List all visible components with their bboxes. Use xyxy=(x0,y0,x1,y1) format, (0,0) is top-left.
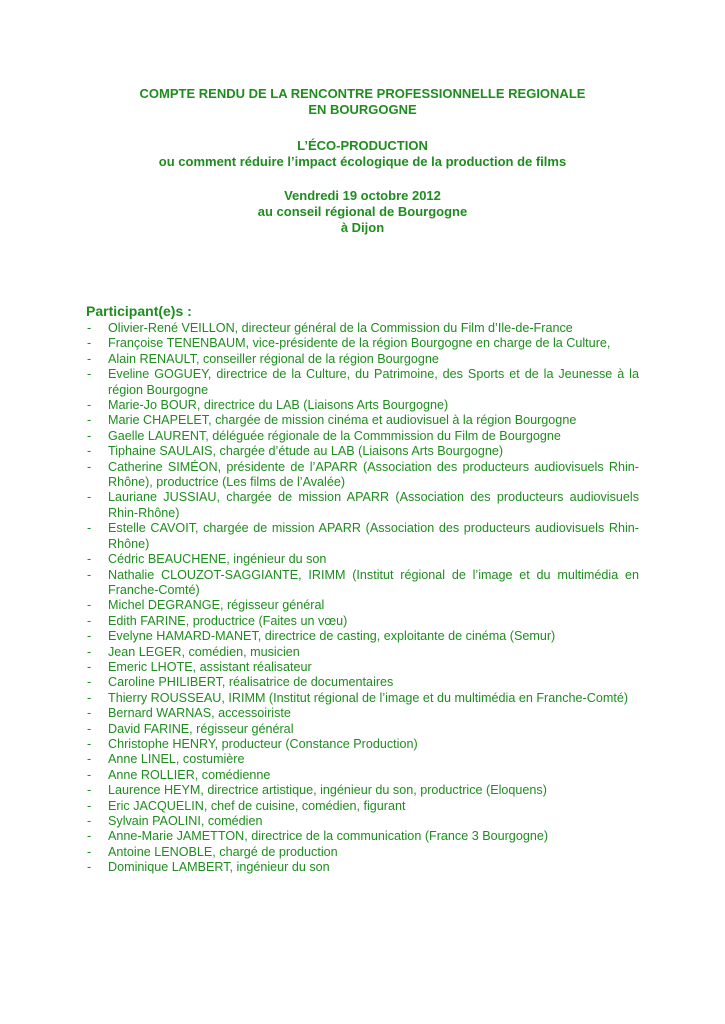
participant-item xyxy=(86,660,639,675)
participant-text: Christophe HENRY, producteur (Constance Production) xyxy=(108,736,418,751)
participants-heading: Participant(e)s : xyxy=(86,303,192,319)
bullet-dash: - xyxy=(87,367,92,382)
bullet-dash: - xyxy=(87,459,92,474)
participant-text: Marie-Jo BOUR, directrice du LAB (Liaisons Arts Bourgogne) xyxy=(108,398,449,413)
participant-text: Anne ROLLIER, comédienne xyxy=(108,767,271,782)
participant-item xyxy=(86,799,639,814)
participant-item xyxy=(86,814,639,829)
participant-item xyxy=(86,614,639,629)
bullet-dash: - xyxy=(87,428,92,443)
participant-text: Gaelle LAURENT, déléguée régionale de la Commmission du Film de Bourgogne xyxy=(108,428,561,443)
participant-item xyxy=(86,675,639,690)
participant-text: Emeric LHOTE, assistant réalisateur xyxy=(108,659,312,674)
participant-item xyxy=(86,722,639,737)
participant-text: Dominique LAMBERT, ingénieur du son xyxy=(108,860,330,875)
participant-item xyxy=(86,783,639,798)
participant-item xyxy=(86,552,639,567)
participant-text: Anne-Marie JAMETTON, directrice de la communication (France 3 Bourgogne) xyxy=(108,829,549,844)
participant-text: David FARINE, régisseur général xyxy=(108,721,294,736)
participants-section xyxy=(86,303,639,876)
participant-text: Jean LEGER, comédien, musicien xyxy=(108,644,300,659)
participant-item xyxy=(86,568,639,599)
participant-item xyxy=(86,444,639,459)
bullet-dash: - xyxy=(87,351,92,366)
participant-item xyxy=(86,737,639,752)
participant-text: Michel DEGRANGE, régisseur général xyxy=(108,598,325,613)
bullet-dash: - xyxy=(87,690,92,705)
bullet-dash: - xyxy=(87,567,92,582)
bullet-dash: - xyxy=(87,814,92,828)
report-title-line-1: COMPTE RENDU DE LA RENCONTRE PROFESSIONNELLE REGIONALE xyxy=(139,86,586,101)
participant-text: Sylvain PAOLINI, comédien xyxy=(108,814,263,828)
participant-text: Anne LINEL, costumière xyxy=(108,752,245,767)
participant-item xyxy=(86,352,639,367)
bullet-dash: - xyxy=(87,736,92,751)
participant-text: Lauriane JUSSIAU, chargée de mission APARR (Association des producteurs audiovisuels Rhin-Rhône) xyxy=(108,490,639,520)
participant-item xyxy=(86,629,639,644)
participant-text: Catherine SIMÉON, présidente de l’APARR (Association des producteurs audiovisuels Rhin-Rhône), productrice (Les films de l’Avalée) xyxy=(108,459,639,490)
bullet-dash: - xyxy=(87,798,92,813)
participant-item xyxy=(86,845,639,860)
participant-item xyxy=(86,321,639,336)
participant-text: Cédric BEAUCHENE, ingénieur du son xyxy=(108,552,327,567)
bullet-dash: - xyxy=(87,659,92,674)
report-city: à Dijon xyxy=(340,220,385,235)
participant-text: Alain RENAULT, conseiller régional de la région Bourgogne xyxy=(108,351,439,366)
report-subject-line-1: L’ÉCO-PRODUCTION xyxy=(297,138,428,153)
bullet-dash: - xyxy=(87,552,92,567)
participant-text: Tiphaine SAULAIS, chargée d’étude au LAB (Liaisons Arts Bourgogne) xyxy=(108,444,504,459)
bullet-dash: - xyxy=(87,844,92,859)
bullet-dash: - xyxy=(87,675,92,690)
participant-text: Marie CHAPELET, chargée de mission cinéma et audiovisuel à la région Bourgogne xyxy=(108,413,577,428)
participant-item xyxy=(86,460,639,491)
report-date: Vendredi 19 octobre 2012 xyxy=(284,188,441,203)
report-title-line-2: EN BOURGOGNE xyxy=(308,102,417,117)
participant-text: Olivier-René VEILLON, directeur général de la Commission du Film d’Ile-de-France xyxy=(108,321,573,335)
participant-item xyxy=(86,490,639,521)
participant-item xyxy=(86,706,639,721)
bullet-dash: - xyxy=(87,644,92,659)
bullet-dash: - xyxy=(87,860,92,875)
bullet-dash: - xyxy=(87,829,92,844)
participant-text: Caroline PHILIBERT, réalisatrice de documentaires xyxy=(108,675,394,690)
report-title xyxy=(86,86,639,118)
participant-text: Eveline GOGUEY, directrice de la Culture, du Patrimoine, des Sports et de la Jeunesse à la région Bourgogne xyxy=(108,367,639,397)
participant-item xyxy=(86,398,639,413)
bullet-dash: - xyxy=(87,706,92,721)
report-date-venue xyxy=(86,188,639,236)
participant-text: Evelyne HAMARD-MANET, directrice de casting, exploitante de cinéma (Semur) xyxy=(108,629,556,644)
participant-text: Antoine LENOBLE, chargé de production xyxy=(108,844,338,859)
bullet-dash: - xyxy=(87,613,92,628)
bullet-dash: - xyxy=(87,490,92,505)
bullet-dash: - xyxy=(87,413,92,428)
participant-text: Nathalie CLOUZOT-SAGGIANTE, IRIMM (Institut régional de l’image et du multimédia en Franche-Comté) xyxy=(108,567,639,597)
participant-item xyxy=(86,691,639,706)
bullet-dash: - xyxy=(87,398,92,413)
participant-text: Eric JACQUELIN, chef de cuisine, comédien, figurant xyxy=(108,798,406,813)
participant-item xyxy=(86,367,639,398)
participant-item xyxy=(86,645,639,660)
participant-text: Françoise TENENBAUM, vice-présidente de la région Bourgogne en charge de la Culture, xyxy=(108,336,611,351)
participant-item xyxy=(86,521,639,552)
participant-text: Bernard WARNAS, accessoiriste xyxy=(108,706,291,721)
report-subject xyxy=(86,138,639,170)
bullet-dash: - xyxy=(87,783,92,798)
bullet-dash: - xyxy=(87,336,92,351)
participant-item xyxy=(86,336,639,351)
bullet-dash: - xyxy=(87,629,92,644)
bullet-dash: - xyxy=(87,721,92,736)
participant-item xyxy=(86,598,639,613)
participant-text: Estelle CAVOIT, chargée de mission APARR (Association des producteurs audiovisuels Rhin-Rhône) xyxy=(108,521,639,551)
participant-list xyxy=(86,321,639,876)
bullet-dash: - xyxy=(87,767,92,782)
participant-item xyxy=(86,752,639,767)
participant-text: Laurence HEYM, directrice artistique, ingénieur du son, productrice (Eloquens) xyxy=(108,783,547,798)
bullet-dash: - xyxy=(87,752,92,767)
participant-text: Thierry ROUSSEAU, IRIMM (Institut régional de l’image et du multimédia en Franche-Comté) xyxy=(108,690,629,705)
participant-item xyxy=(86,768,639,783)
bullet-dash: - xyxy=(87,321,92,335)
participant-item xyxy=(86,413,639,428)
bullet-dash: - xyxy=(87,444,92,459)
bullet-dash: - xyxy=(87,598,92,613)
participant-text: Edith FARINE, productrice (Faites un vœu) xyxy=(108,613,348,628)
report-subject-line-2: ou comment réduire l’impact écologique de la production de films xyxy=(158,154,567,169)
report-venue: au conseil régional de Bourgogne xyxy=(257,204,468,219)
participant-item xyxy=(86,860,639,875)
participant-item xyxy=(86,829,639,844)
participant-item xyxy=(86,429,639,444)
bullet-dash: - xyxy=(87,521,92,536)
